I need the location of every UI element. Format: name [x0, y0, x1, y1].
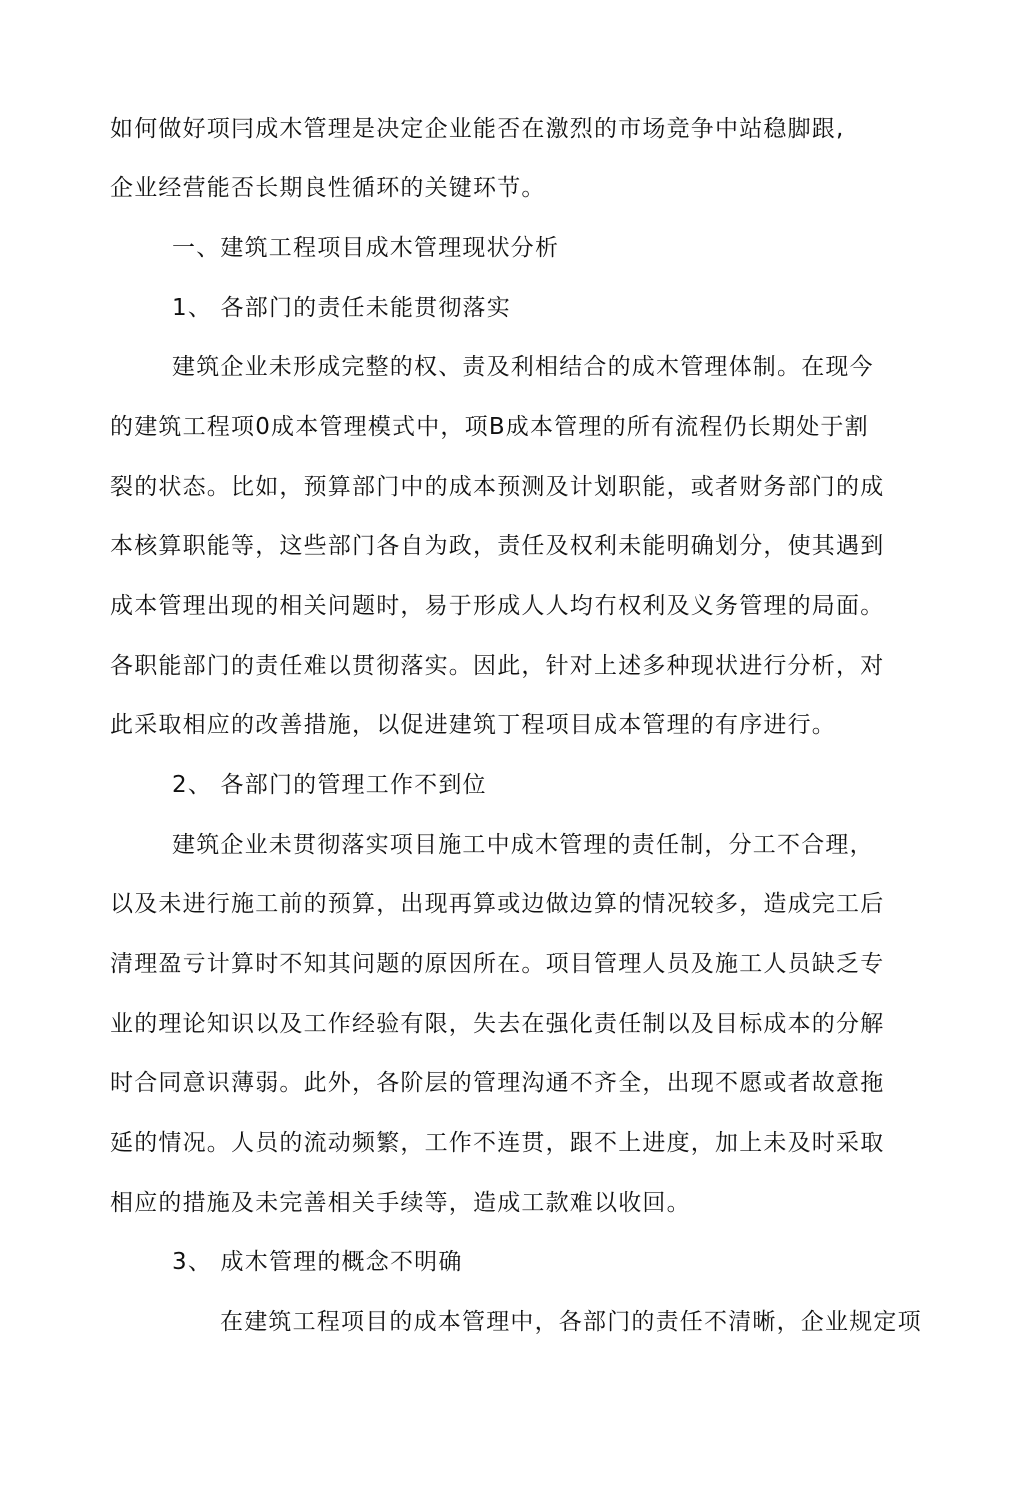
body-paragraph-line: 建筑企业未形成完整的权、责及利相结合的成木管理体制。在现今: [172, 354, 874, 380]
body-paragraph-line: 成本管理出现的相关问题时，易于形成人人均冇权利及义务管理的局面。: [110, 593, 885, 619]
subsection-heading: 3、 成木管理的概念不明确: [172, 1249, 463, 1275]
body-paragraph-line: 各职能部门的责任难以贯彻落实。因此，针对上述多种现状进行分析，对: [110, 653, 885, 679]
body-paragraph-line: 本核算职能等，这些部门各自为政，责任及权利未能明确划分，使其遇到: [110, 533, 885, 559]
body-paragraph-line: 裂的状态。比如，预算部门中的成本预测及计划职能，或者财务部门的成: [110, 474, 885, 500]
body-paragraph-line: 清理盈亏计算时不知其问题的原因所在。项目管理人员及施工人员缺乏专: [110, 951, 885, 977]
subsection-heading: 1、 各部门的责任未能贯彻落实: [172, 295, 511, 321]
subsection-heading: 2、 各部门的管理工作不到位: [172, 772, 487, 798]
body-paragraph-line: 延的情况。人员的流动频繁，工作不连贯，跟不上进度，加上未及时采取: [110, 1130, 885, 1156]
body-paragraph-line: 相应的措施及未完善相关手续等，造成工款难以收回。: [110, 1190, 691, 1216]
body-paragraph-line: 业的理论知识以及工作经验有限，失去在强化责任制以及目标成本的分解: [110, 1011, 885, 1037]
body-paragraph-line: 建筑企业未贯彻落实项目施工中成木管理的责任制，分工不合理，: [172, 832, 874, 858]
body-paragraph-line: 以及未进行施工前的预算，出现再算或边做边算的情况较多，造成完工后: [110, 891, 885, 917]
body-paragraph-line: 在建筑工程项目的成本管理中，各部门的责任不清晰，企业规定项: [220, 1309, 922, 1335]
body-paragraph-line: 此采取相应的改善措施，以促进建筑丁程项目成本管理的有序进行。: [110, 712, 836, 738]
section-heading: 一、建筑工程项目成木管理现状分析: [172, 235, 560, 261]
body-paragraph-line: 时合同意识薄弱。此外，各阶层的管理沟通不齐全，出现不愿或者故意拖: [110, 1070, 885, 1096]
body-paragraph-line: 企业经营能否长期良性循环的关键环节。: [110, 175, 546, 201]
body-paragraph-line: 的建筑工程项0成本管理模式中，项B成本管理的所有流程仍长期处于割: [110, 414, 869, 440]
body-paragraph-line: 如何做好项冃成木管理是决定企业能否在激烈的市场竞争中站稳脚跟,: [110, 116, 845, 142]
